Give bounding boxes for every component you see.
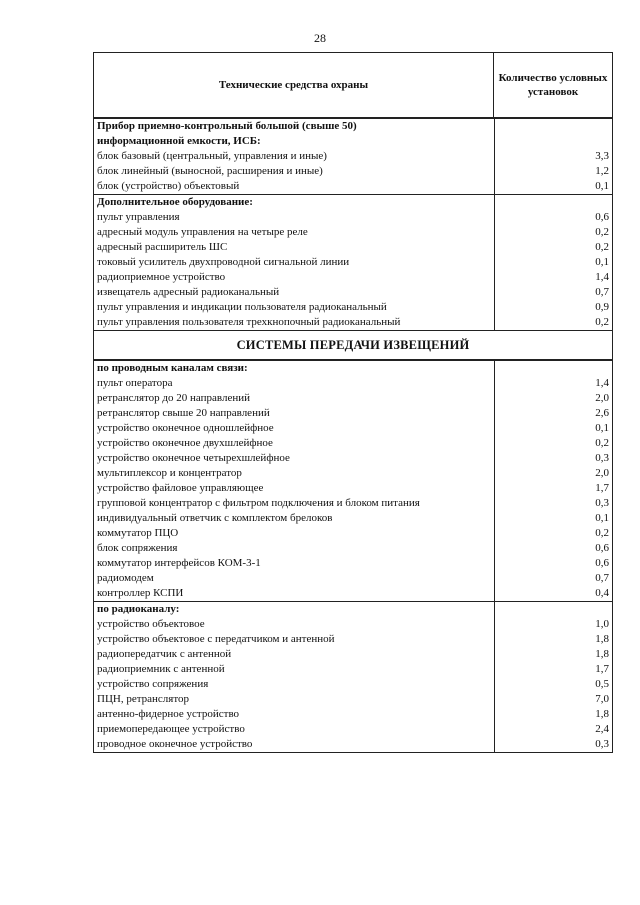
quantity-value: 2,4 bbox=[494, 722, 612, 737]
equipment-table bbox=[93, 52, 613, 753]
table-row bbox=[94, 526, 612, 541]
section-title bbox=[94, 361, 612, 376]
table-row bbox=[94, 511, 612, 526]
table-row bbox=[94, 270, 612, 285]
equipment-name: контроллер КСПИ bbox=[97, 587, 184, 599]
quantity-value: 1,2 bbox=[494, 164, 612, 179]
section-radio-channel bbox=[94, 602, 612, 752]
quantity-value: 7,0 bbox=[494, 692, 612, 707]
empty-cell bbox=[494, 195, 612, 210]
table-row bbox=[94, 707, 612, 722]
quantity-value: 0,1 bbox=[494, 511, 612, 526]
table-row bbox=[94, 255, 612, 270]
equipment-name: токовый усилитель двухпроводной сигнальной линии bbox=[97, 256, 350, 268]
table-row bbox=[94, 225, 612, 240]
equipment-name: радиопередатчик с антенной bbox=[97, 648, 232, 660]
quantity-value: 1,7 bbox=[494, 662, 612, 677]
table-row bbox=[94, 586, 612, 601]
equipment-name: устройство файловое управляющее bbox=[97, 482, 264, 494]
table-row bbox=[94, 571, 612, 586]
quantity-value: 0,3 bbox=[494, 737, 612, 752]
table-row bbox=[94, 692, 612, 707]
quantity-value: 0,6 bbox=[494, 556, 612, 571]
header-equipment: Технические средства охраны bbox=[218, 79, 369, 91]
section-title bbox=[94, 195, 612, 210]
table-row bbox=[94, 285, 612, 300]
section-banner: СИСТЕМЫ ПЕРЕДАЧИ ИЗВЕЩЕНИЙ bbox=[94, 331, 612, 361]
equipment-name: устройство оконечное двухшлейфное bbox=[97, 437, 273, 449]
equipment-name: извещатель адресный радиоканальный bbox=[97, 286, 280, 298]
equipment-name: ретранслятор свыше 20 направлений bbox=[97, 407, 270, 419]
section-title bbox=[94, 134, 612, 149]
table-row bbox=[94, 556, 612, 571]
table-row bbox=[94, 391, 612, 406]
page-number: 28 bbox=[314, 31, 326, 45]
quantity-value: 0,2 bbox=[494, 225, 612, 240]
equipment-name: адресный расширитель ШС bbox=[97, 241, 228, 253]
equipment-name: антенно-фидерное устройство bbox=[97, 708, 240, 720]
table-row bbox=[94, 210, 612, 225]
table-row bbox=[94, 179, 612, 194]
equipment-name: блок линейный (выносной, расширения и иные) bbox=[97, 165, 323, 177]
table-row bbox=[94, 647, 612, 662]
equipment-name: устройство сопряжения bbox=[97, 678, 209, 690]
header-quantity: Количество условных установок bbox=[493, 53, 612, 117]
equipment-name: устройство оконечное четырехшлейфное bbox=[97, 452, 290, 464]
equipment-name: радиомодем bbox=[97, 572, 154, 584]
table-row bbox=[94, 541, 612, 556]
equipment-name: групповой концентратор с фильтром подключения и блоком питания bbox=[97, 497, 420, 509]
table-row bbox=[94, 436, 612, 451]
quantity-value: 0,2 bbox=[494, 526, 612, 541]
equipment-name: пульт оператора bbox=[97, 377, 173, 389]
equipment-name: индивидуальный ответчик с комплектом брелоков bbox=[97, 512, 333, 524]
table-row bbox=[94, 421, 612, 436]
quantity-value: 1,7 bbox=[494, 481, 612, 496]
quantity-value: 2,6 bbox=[494, 406, 612, 421]
equipment-name: пульт управления и индикации пользователя радиоканальный bbox=[97, 301, 387, 313]
quantity-value: 0,1 bbox=[494, 421, 612, 436]
section-control-panel bbox=[94, 119, 612, 195]
quantity-value: 2,0 bbox=[494, 391, 612, 406]
equipment-name: ПЦН, ретранслятор bbox=[97, 693, 190, 705]
quantity-value: 0,3 bbox=[494, 451, 612, 466]
table-row bbox=[94, 406, 612, 421]
equipment-name: блок (устройство) объектовый bbox=[97, 180, 240, 192]
table-row bbox=[94, 677, 612, 692]
table-row bbox=[94, 240, 612, 255]
table-row bbox=[94, 300, 612, 315]
equipment-name: мультиплексор и концентратор bbox=[97, 467, 242, 479]
table-row bbox=[94, 315, 612, 330]
quantity-value: 1,8 bbox=[494, 707, 612, 722]
table-row bbox=[94, 737, 612, 752]
quantity-value: 3,3 bbox=[494, 149, 612, 164]
empty-cell bbox=[494, 119, 612, 134]
equipment-name: пульт управления пользователя трехкнопочный радиоканальный bbox=[97, 316, 401, 328]
equipment-name: коммутатор интерфейсов КОМ-3-1 bbox=[97, 557, 261, 569]
empty-cell bbox=[494, 602, 612, 617]
equipment-name: адресный модуль управления на четыре реле bbox=[97, 226, 308, 238]
quantity-value: 0,5 bbox=[494, 677, 612, 692]
empty-cell bbox=[494, 134, 612, 149]
equipment-name: приемопередающее устройство bbox=[97, 723, 245, 735]
quantity-value: 0,2 bbox=[494, 240, 612, 255]
quantity-value: 0,4 bbox=[494, 586, 612, 601]
table-row bbox=[94, 722, 612, 737]
equipment-name: блок базовый (центральный, управления и иные) bbox=[97, 150, 327, 162]
quantity-value: 1,4 bbox=[494, 376, 612, 391]
quantity-value: 0,3 bbox=[494, 496, 612, 511]
quantity-value: 0,2 bbox=[494, 436, 612, 451]
table-row bbox=[94, 376, 612, 391]
section-title-line: по проводным каналам связи: bbox=[97, 362, 248, 374]
quantity-value: 0,1 bbox=[494, 255, 612, 270]
table-header bbox=[94, 53, 612, 119]
quantity-value: 1,8 bbox=[494, 632, 612, 647]
quantity-value: 1,8 bbox=[494, 647, 612, 662]
equipment-name: устройство объектовое bbox=[97, 618, 205, 630]
section-title-line: по радиоканалу: bbox=[97, 603, 180, 615]
table-row bbox=[94, 451, 612, 466]
quantity-value: 1,0 bbox=[494, 617, 612, 632]
section-title-line: Дополнительное оборудование: bbox=[97, 196, 253, 208]
section-title bbox=[94, 602, 612, 617]
quantity-value: 0,6 bbox=[494, 210, 612, 225]
quantity-value: 2,0 bbox=[494, 466, 612, 481]
equipment-name: радиоприемник с антенной bbox=[97, 663, 225, 675]
table-row bbox=[94, 481, 612, 496]
table-row bbox=[94, 164, 612, 179]
equipment-name: устройство объектовое с передатчиком и антенной bbox=[97, 633, 335, 645]
quantity-value: 0,1 bbox=[494, 179, 612, 194]
quantity-value: 0,9 bbox=[494, 300, 612, 315]
empty-cell bbox=[494, 361, 612, 376]
table-row bbox=[94, 632, 612, 647]
section-title-line: информационной емкости, ИСБ: bbox=[97, 135, 261, 147]
section-additional-equipment bbox=[94, 195, 612, 331]
table-row bbox=[94, 662, 612, 677]
section-title-line: Прибор приемно-контрольный большой (свыше 50) bbox=[97, 120, 357, 132]
table-row bbox=[94, 149, 612, 164]
equipment-name: радиоприемное устройство bbox=[97, 271, 226, 283]
equipment-name: коммутатор ПЦО bbox=[97, 527, 179, 539]
quantity-value: 0,6 bbox=[494, 541, 612, 556]
section-title bbox=[94, 119, 612, 134]
equipment-name: блок сопряжения bbox=[97, 542, 178, 554]
quantity-value: 0,7 bbox=[494, 285, 612, 300]
equipment-name: проводное оконечное устройство bbox=[97, 738, 253, 750]
table-row bbox=[94, 496, 612, 511]
table-row bbox=[94, 617, 612, 632]
quantity-value: 0,2 bbox=[494, 315, 612, 330]
section-wired-channels bbox=[94, 361, 612, 602]
equipment-name: ретранслятор до 20 направлений bbox=[97, 392, 251, 404]
quantity-value: 0,7 bbox=[494, 571, 612, 586]
table-row bbox=[94, 466, 612, 481]
quantity-value: 1,4 bbox=[494, 270, 612, 285]
equipment-name: пульт управления bbox=[97, 211, 180, 223]
equipment-name: устройство оконечное одношлейфное bbox=[97, 422, 274, 434]
